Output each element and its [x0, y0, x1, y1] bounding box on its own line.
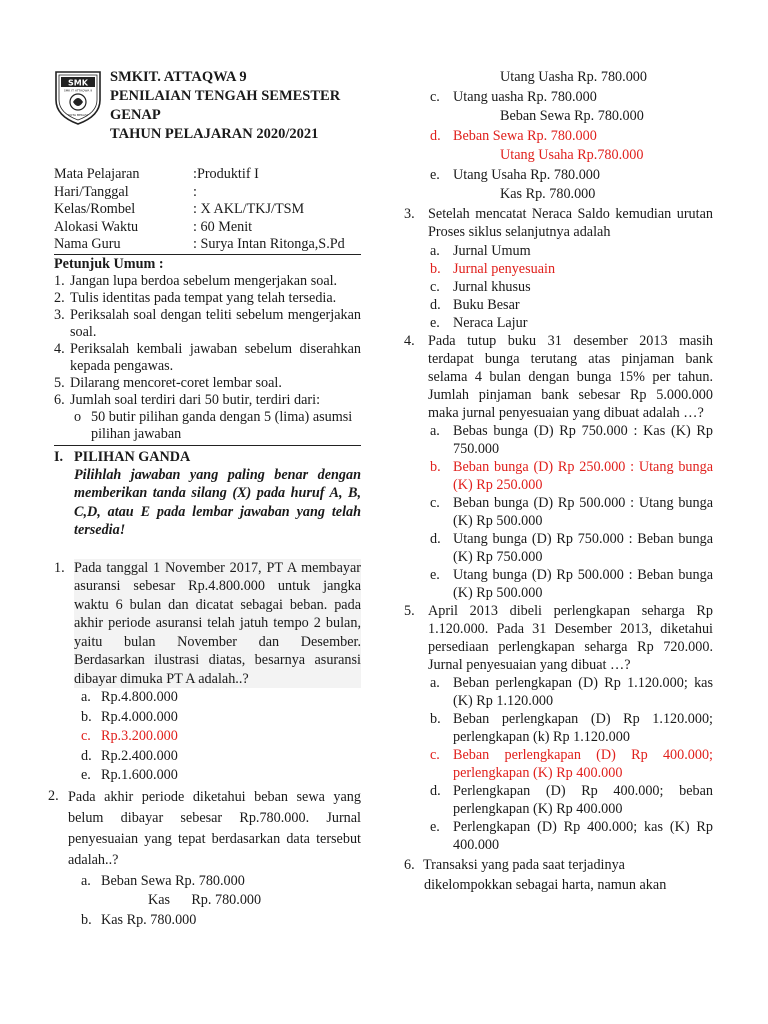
option-line: Beban Sewa Rp. 780.000 [500, 108, 644, 124]
question-text: Pada tanggal 1 November 2017, PT A membayar asuransi sebesar Rp.4.800.000 untuk jangka waktu 6 bulan dan dicatat sebagai beban. pada akhir periode asuransi telah jatuh tempo 2 bulan, yaitu bulan November dan Desember. Berdasarkan ilustrasi diatas, besarnya asuransi dibayar dimuka PT A adalah..? [74, 559, 361, 687]
info-value: : [193, 183, 197, 200]
option: e. Perlengkapan (D) Rp 400.000; kas (K) Rp 400.000 [430, 818, 713, 853]
question-text: Pada tutup buku 31 desember 2013 masih terdapat bunga terutang atas pinjaman bank selama 4 bulan dengan bunga 15% per tahun. Jumlah pinjaman bank sebesar Rp 5.000.000 maka jurnal penyesuaian yang dibuat adalah …? [428, 332, 713, 421]
header-line-exam: PENILAIAN TENGAH SEMESTER GENAP [110, 88, 341, 123]
option: d. Rp.2.400.000 [81, 747, 178, 764]
option-line: Kas Rp. 780.000 [148, 892, 262, 908]
divider [54, 445, 361, 446]
option-correct: c. Rp.3.200.000 [81, 728, 178, 744]
instruction-item: 5. Dilarang mencoret-coret lembar soal. [54, 374, 282, 391]
question-text: Setelah mencatat Neraca Saldo kemudian urutan Proses siklus selanjutnya adalah [428, 205, 713, 240]
info-key: Mata Pelajaran [54, 166, 140, 182]
option-line: Kas Rp. 780.000 [500, 186, 596, 202]
option-correct: d. Beban Sewa Rp. 780.000 [430, 127, 597, 144]
section-instruction: Pilihlah jawaban yang paling benar dengan memberikan tanda silang (X) pada huruf A, B, C,D, atau E pada lembar jawaban yang telah tersedia! [74, 466, 361, 538]
section-title [54, 448, 361, 466]
exam-header [54, 68, 361, 158]
info-row [54, 166, 361, 184]
logo-text: SMK [68, 78, 88, 88]
section-number: I. [54, 448, 64, 465]
option-line-correct: Utang Usaha Rp.780.000 [500, 147, 644, 163]
option: a. Beban Sewa Rp. 780.000 [81, 872, 245, 889]
option: e. Neraca Lajur [430, 314, 528, 331]
question-6: 6. Transaksi yang pada saat terjadinya dikelompokkan sebagai harta, namun akan [404, 855, 713, 895]
info-row [54, 184, 361, 202]
info-value: : Surya Intan Ritonga,S.Pd [193, 236, 345, 252]
question-3: 3. Setelah mencatat Neraca Saldo kemudian urutan Proses siklus selanjutnya adalah [404, 205, 713, 240]
right-column [406, 68, 713, 895]
info-key: Alokasi Waktu [54, 218, 139, 235]
option-correct: c. Beban perlengkapan (D) Rp 400.000; perlengkapan (K) Rp 400.000 [430, 746, 713, 781]
option-line: Utang Uasha Rp. 780.000 [500, 69, 647, 85]
option: a. Jurnal Umum [430, 242, 531, 259]
logo-caption-bottom: KOTA BEKASI [68, 113, 88, 117]
instructions-title: Petunjuk Umum : [54, 255, 164, 272]
option: c. Beban bunga (D) Rp 500.000 : Utang bunga (K) Rp 500.000 [430, 494, 713, 529]
question-text: April 2013 dibeli perlengkapan seharga Rp 1.120.000. Pada 31 Desember 2013, diketahui persediaan perlengkapan seharga Rp 720.000. Jurnal penyesuaian yang dibuat …? [428, 602, 713, 673]
exam-info-table [54, 166, 361, 254]
option: b. Beban perlengkapan (D) Rp 1.120.000; perlengkapan (k) Rp 1.120.000 [430, 710, 713, 745]
header-title [110, 68, 361, 144]
question-5: 5. April 2013 dibeli perlengkapan seharga Rp 1.120.000. Pada 31 Desember 2013, diketahui persediaan perlengkapan seharga Rp 720.000. Jurnal penyesuaian yang dibuat …? [404, 602, 713, 673]
option: e. Rp.1.600.000 [81, 767, 178, 783]
info-value: : 60 Menit [193, 218, 253, 235]
bullet-circle-icon: o [74, 408, 82, 425]
option-correct: b. Beban bunga (D) Rp 250.000 : Utang bunga (K) Rp 250.000 [430, 458, 713, 493]
option: b. Rp.4.000.000 [81, 708, 178, 725]
option: b. Kas Rp. 780.000 [81, 911, 197, 928]
instruction-subitem: o 50 butir pilihan ganda dengan 5 (lima) asumsi pilihan jawaban [74, 408, 353, 442]
question-1: 1. Pada tanggal 1 November 2017, PT A membayar asuransi sebesar Rp.4.800.000 untuk jangka waktu 6 bulan dan dicatat sebagai beban. pada akhir periode asuransi telah jatuh tempo 2 bulan, yaitu bulan November dan Desember. Berdasarkan ilustrasi diatas, besarnya asuransi dibayar dimuka PT A adalah..? [54, 559, 361, 687]
option: e. Utang bunga (D) Rp 500.000 : Beban bunga (K) Rp 500.000 [430, 566, 713, 601]
school-logo-icon [54, 70, 102, 126]
question-text: Transaksi yang pada saat terjadinya dikelompokkan sebagai harta, namun akan [423, 856, 667, 893]
left-column [48, 68, 361, 930]
info-row [54, 236, 361, 254]
option: a. Rp.4.800.000 [81, 689, 178, 705]
option: d. Perlengkapan (D) Rp 400.000; beban perlengkapan (K) Rp 400.000 [430, 782, 713, 817]
instruction-item: 6. Jumlah soal terdiri dari 50 butir, terdiri dari: [54, 391, 321, 408]
option: d. Utang bunga (D) Rp 750.000 : Beban bunga (K) Rp 750.000 [430, 530, 713, 565]
question-text: Pada akhir periode diketahui beban sewa yang belum dibayar sebesar Rp.780.000. Jurnal penyesuaian yang tepat berdasarkan data tersebut adalah..? [68, 788, 361, 868]
question-2: 2. Pada akhir periode diketahui beban sewa yang belum dibayar sebesar Rp.780.000. Jurnal penyesuaian yang tepat berdasarkan data tersebut adalah..? [48, 787, 361, 871]
info-value: : X AKL/TKJ/TSM [193, 201, 305, 217]
header-line-school: SMKIT. ATTAQWA 9 [110, 69, 247, 85]
section-name: PILIHAN GANDA [74, 448, 191, 465]
info-key: Hari/Tanggal [54, 183, 129, 200]
option: c. Jurnal khusus [430, 278, 531, 295]
option-correct: b. Jurnal penyesuain [430, 260, 556, 277]
info-value: :Produktif I [193, 166, 259, 182]
instruction-item: 4. Periksalah kembali jawaban sebelum diserahkan kepada pengawas. [54, 340, 361, 374]
instruction-item: 1. Jangan lupa berdoa sebelum mengerjakan soal. [54, 272, 338, 289]
question-4: 4. Pada tutup buku 31 desember 2013 masih terdapat bunga terutang atas pinjaman bank selama 4 bulan dengan bunga 15% per tahun. Jumlah pinjaman bank sebesar Rp 5.000.000 maka jurnal penyesuaian yang dibuat adalah …? [404, 332, 713, 421]
option: e. Utang Usaha Rp. 780.000 [430, 166, 600, 183]
option: a. Bebas bunga (D) Rp 750.000 : Kas (K) Rp 750.000 [430, 422, 713, 457]
info-row [54, 219, 361, 237]
option: c. Utang uasha Rp. 780.000 [430, 88, 597, 105]
option: a. Beban perlengkapan (D) Rp 1.120.000; kas (K) Rp 1.120.000 [430, 674, 713, 709]
instruction-item: 3. Periksalah soal dengan teliti sebelum mengerjakan soal. [54, 306, 361, 340]
instructions-list [54, 273, 361, 443]
logo-caption-top: SMK IT ATTAQWA 9 [63, 88, 93, 93]
option: d. Buku Besar [430, 296, 520, 313]
header-line-year: TAHUN PELAJARAN 2020/2021 [110, 126, 319, 142]
info-key: Kelas/Rombel [54, 201, 136, 217]
instruction-item: 2. Tulis identitas pada tempat yang telah tersedia. [54, 289, 337, 306]
info-key: Nama Guru [54, 236, 121, 252]
info-row [54, 201, 361, 219]
